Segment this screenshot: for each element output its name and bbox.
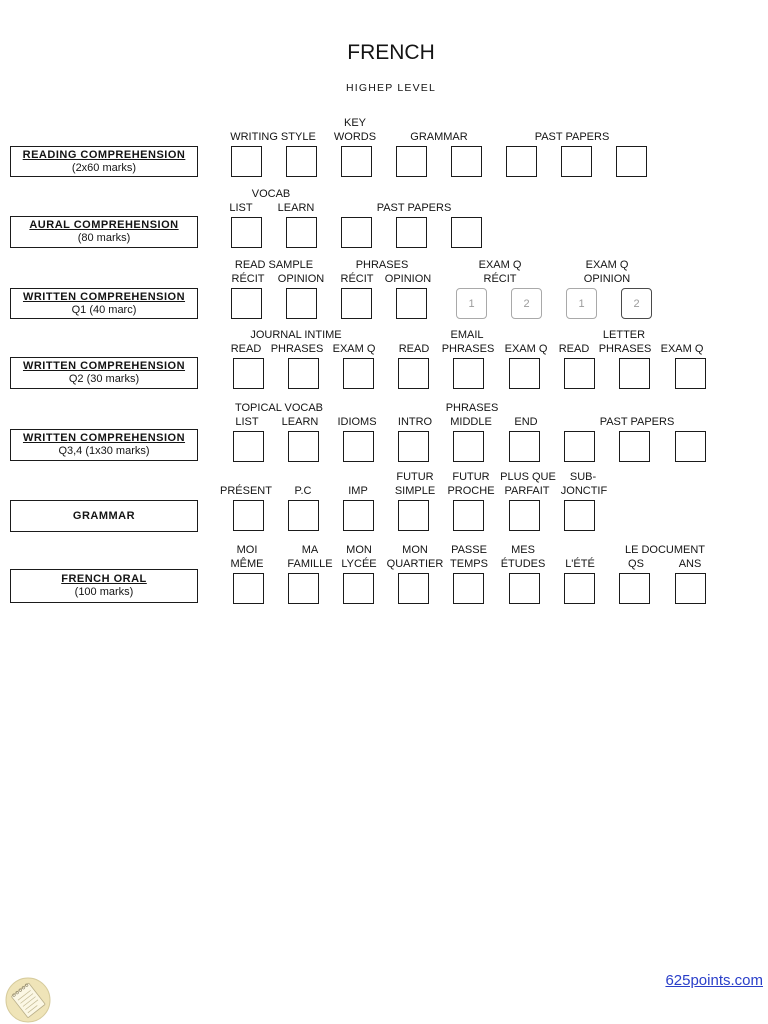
header-jonctif: JONCTIF bbox=[560, 485, 608, 497]
oral-checkbox[interactable] bbox=[398, 573, 429, 604]
grammar-checkbox[interactable] bbox=[453, 500, 484, 531]
section-title: WRITTEN COMPREHENSION bbox=[22, 290, 186, 303]
written-q2-checkbox[interactable] bbox=[233, 358, 264, 389]
header-learn: LEARN bbox=[277, 202, 315, 214]
section-title: GRAMMAR bbox=[72, 509, 136, 522]
header-email: EMAIL bbox=[450, 329, 484, 341]
written-q1-numbered-checkbox[interactable]: 1 bbox=[456, 288, 487, 319]
header-idioms: IDIOMS bbox=[337, 416, 377, 428]
section-written-comprehension-q3-4 bbox=[0, 401, 768, 465]
section-reading-comprehension bbox=[0, 116, 768, 180]
aural-checkbox[interactable] bbox=[396, 217, 427, 248]
written-q2-checkbox[interactable] bbox=[619, 358, 650, 389]
written-q1-checkbox[interactable] bbox=[286, 288, 317, 319]
header-learn: LEARN bbox=[281, 416, 319, 428]
header-list: LIST bbox=[229, 202, 253, 214]
header-ma: MA bbox=[301, 544, 319, 556]
header-opinion: OPINION bbox=[277, 273, 325, 285]
level-subtitle: HIGHEP LEVEL bbox=[345, 82, 437, 94]
section-marks: Q3,4 (1x30 marks) bbox=[58, 445, 150, 457]
grammar-checkbox[interactable] bbox=[288, 500, 319, 531]
header-middle: MIDDLE bbox=[450, 416, 492, 428]
header-lete: L'ÉTÉ bbox=[565, 558, 595, 570]
header-sub: SUB- bbox=[569, 471, 597, 483]
header-temps: TEMPS bbox=[450, 558, 488, 570]
header-le-document: LE DOCUMENT bbox=[624, 544, 706, 556]
header-futur: FUTUR bbox=[396, 471, 434, 483]
written-q2-checkbox[interactable] bbox=[288, 358, 319, 389]
section-marks: Q2 (30 marks) bbox=[68, 373, 140, 385]
header-letter: LETTER bbox=[602, 329, 646, 341]
header-writing-style: WRITING STYLE bbox=[230, 131, 316, 143]
written-q1-numbered-checkbox[interactable]: 1 bbox=[566, 288, 597, 319]
header-list: LIST bbox=[235, 416, 259, 428]
oral-checkbox[interactable] bbox=[343, 573, 374, 604]
notepad-logo-icon bbox=[5, 977, 51, 1023]
header-end: END bbox=[514, 416, 538, 428]
oral-checkbox[interactable] bbox=[619, 573, 650, 604]
written-q2-checkbox[interactable] bbox=[509, 358, 540, 389]
reading-checkbox[interactable] bbox=[616, 146, 647, 177]
section-title: WRITTEN COMPREHENSION bbox=[22, 432, 186, 444]
written-q3-4-checkbox[interactable] bbox=[619, 431, 650, 462]
header-moi: MOI bbox=[236, 544, 258, 556]
header-topical-vocab: TOPICAL VOCAB bbox=[234, 402, 324, 414]
section-label-box bbox=[10, 500, 198, 532]
written-q3-4-checkbox[interactable] bbox=[564, 431, 595, 462]
section-label-box bbox=[10, 216, 198, 248]
header-phrases: PHRASES bbox=[441, 343, 495, 355]
header-pc: P.C bbox=[294, 485, 312, 497]
section-marks: (100 marks) bbox=[74, 586, 134, 598]
reading-checkbox[interactable] bbox=[231, 146, 262, 177]
header-phrases: PHRASES bbox=[445, 402, 499, 414]
header-mon: MON bbox=[402, 544, 428, 556]
written-q2-checkbox[interactable] bbox=[564, 358, 595, 389]
header-recit: RÉCIT bbox=[340, 273, 374, 285]
header-plus-que: PLUS QUE bbox=[500, 471, 556, 483]
written-q2-checkbox[interactable] bbox=[343, 358, 374, 389]
header-exam-q: EXAM Q bbox=[332, 343, 376, 355]
written-q1-checkbox[interactable] bbox=[396, 288, 427, 319]
section-label-box bbox=[10, 429, 198, 461]
grammar-checkbox[interactable] bbox=[233, 500, 264, 531]
header-intro: INTRO bbox=[397, 416, 433, 428]
reading-checkbox[interactable] bbox=[341, 146, 372, 177]
written-q2-checkbox[interactable] bbox=[453, 358, 484, 389]
header-grammar: GRAMMAR bbox=[410, 131, 468, 143]
footer-link[interactable]: 625points.com bbox=[665, 972, 763, 989]
section-title: FRENCH ORAL bbox=[61, 573, 147, 585]
oral-checkbox[interactable] bbox=[675, 573, 706, 604]
reading-checkbox[interactable] bbox=[396, 146, 427, 177]
oral-checkbox[interactable] bbox=[233, 573, 264, 604]
header-past-papers: PAST PAPERS bbox=[534, 131, 610, 143]
reading-checkbox[interactable] bbox=[286, 146, 317, 177]
grammar-checkbox[interactable] bbox=[509, 500, 540, 531]
header-phrases: PHRASES bbox=[270, 343, 324, 355]
header-read-sample: READ SAMPLE bbox=[234, 259, 314, 271]
header-mon: MON bbox=[346, 544, 372, 556]
section-written-comprehension-q1 bbox=[0, 258, 768, 322]
header-parfait: PARFAIT bbox=[504, 485, 550, 497]
written-q3-4-checkbox[interactable] bbox=[233, 431, 264, 462]
header-quartier: QUARTIER bbox=[386, 558, 444, 570]
reading-checkbox[interactable] bbox=[451, 146, 482, 177]
section-marks: (80 marks) bbox=[77, 232, 131, 244]
section-written-comprehension-q2 bbox=[0, 328, 768, 392]
section-grammar bbox=[0, 470, 768, 534]
grammar-checkbox[interactable] bbox=[398, 500, 429, 531]
section-label-box bbox=[10, 569, 198, 603]
written-q3-4-checkbox[interactable] bbox=[343, 431, 374, 462]
section-marks: Q1 (40 marc) bbox=[71, 303, 137, 316]
aural-checkbox[interactable] bbox=[341, 217, 372, 248]
section-title: AURAL COMPREHENSION bbox=[29, 219, 179, 231]
aural-checkbox[interactable] bbox=[286, 217, 317, 248]
reading-checkbox[interactable] bbox=[506, 146, 537, 177]
header-lycee: LYCÉE bbox=[341, 558, 377, 570]
header-exam-q: EXAM Q bbox=[585, 259, 629, 271]
header-futur: FUTUR bbox=[452, 471, 490, 483]
oral-checkbox[interactable] bbox=[453, 573, 484, 604]
section-marks: (2x60 marks) bbox=[71, 161, 137, 174]
header-imp: IMP bbox=[348, 485, 368, 497]
header-present: PRÉSENT bbox=[220, 485, 272, 497]
header-key: KEY bbox=[343, 117, 367, 129]
header-recit: RÉCIT bbox=[231, 273, 265, 285]
written-q1-checkbox[interactable] bbox=[341, 288, 372, 319]
header-read: READ bbox=[398, 343, 430, 355]
written-q1-checkbox[interactable] bbox=[231, 288, 262, 319]
header-read: READ bbox=[558, 343, 590, 355]
header-etudes: ÉTUDES bbox=[500, 558, 546, 570]
header-passe: PASSE bbox=[451, 544, 487, 556]
reading-checkbox[interactable] bbox=[561, 146, 592, 177]
header-opinion: OPINION bbox=[583, 273, 631, 285]
oral-checkbox[interactable] bbox=[288, 573, 319, 604]
written-q3-4-checkbox[interactable] bbox=[453, 431, 484, 462]
header-qs: QS bbox=[628, 558, 644, 570]
written-q1-numbered-checkbox[interactable]: 2 bbox=[511, 288, 542, 319]
written-q2-checkbox[interactable] bbox=[398, 358, 429, 389]
page-title: FRENCH bbox=[347, 41, 435, 64]
written-q1-numbered-checkbox[interactable]: 2 bbox=[621, 288, 652, 319]
header-phrases: PHRASES bbox=[598, 343, 652, 355]
oral-checkbox[interactable] bbox=[564, 573, 595, 604]
header-exam-q: EXAM Q bbox=[504, 343, 548, 355]
section-label-box bbox=[10, 146, 198, 177]
header-ans: ANS bbox=[678, 558, 702, 570]
written-q3-4-checkbox[interactable] bbox=[675, 431, 706, 462]
written-q3-4-checkbox[interactable] bbox=[288, 431, 319, 462]
grammar-checkbox[interactable] bbox=[343, 500, 374, 531]
header-exam-q: EXAM Q bbox=[660, 343, 704, 355]
header-phrases: PHRASES bbox=[355, 259, 409, 271]
header-vocab: VOCAB bbox=[251, 188, 291, 200]
section-french-oral bbox=[0, 543, 768, 607]
aural-checkbox[interactable] bbox=[451, 217, 482, 248]
section-aural-comprehension bbox=[0, 187, 768, 251]
written-q3-4-checkbox[interactable] bbox=[398, 431, 429, 462]
header-journal-intime: JOURNAL INTIME bbox=[250, 329, 342, 341]
header-mes: MES bbox=[511, 544, 535, 556]
section-label-box bbox=[10, 357, 198, 389]
section-title: READING COMPREHENSION bbox=[22, 148, 186, 161]
written-q3-4-checkbox[interactable] bbox=[509, 431, 540, 462]
written-q2-checkbox[interactable] bbox=[675, 358, 706, 389]
section-title: WRITTEN COMPREHENSION bbox=[22, 360, 186, 372]
header-famille: FAMILLE bbox=[287, 558, 333, 570]
grammar-checkbox[interactable] bbox=[564, 500, 595, 531]
header-recit: RÉCIT bbox=[483, 273, 517, 285]
header-words: WORDS bbox=[333, 131, 377, 143]
header-opinion: OPINION bbox=[384, 273, 432, 285]
header-exam-q: EXAM Q bbox=[478, 259, 522, 271]
header-past-papers: PAST PAPERS bbox=[599, 416, 675, 428]
header-past-papers: PAST PAPERS bbox=[376, 202, 452, 214]
oral-checkbox[interactable] bbox=[509, 573, 540, 604]
header-proche: PROCHE bbox=[447, 485, 495, 497]
aural-checkbox[interactable] bbox=[231, 217, 262, 248]
header-read: READ bbox=[230, 343, 262, 355]
header-simple: SIMPLE bbox=[394, 485, 436, 497]
section-label-box bbox=[10, 288, 198, 319]
header-meme: MÊME bbox=[230, 558, 264, 570]
